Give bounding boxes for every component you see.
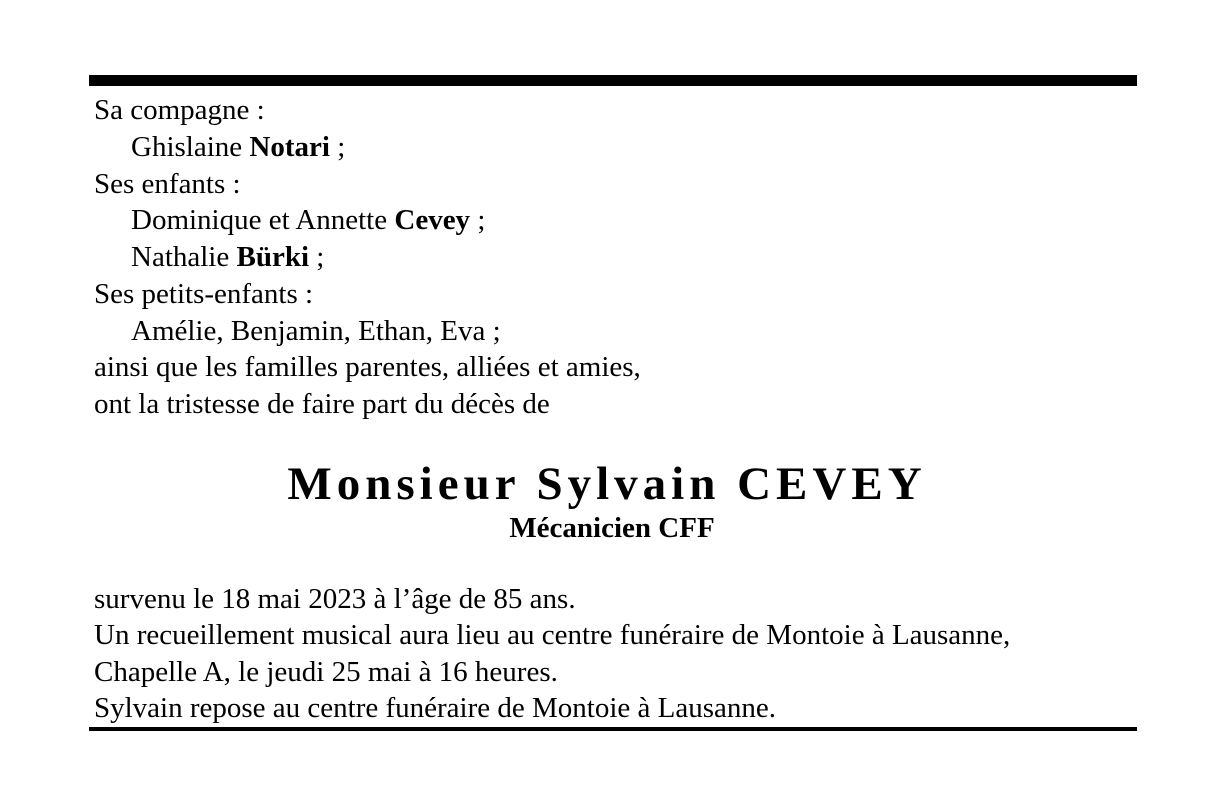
grandchildren-names: Amélie, Benjamin, Ethan, Eva ; (131, 315, 501, 347)
top-border-rule (89, 75, 1137, 86)
ceremony-time-line: Chapelle A, le jeudi 25 mai à 16 heures. (94, 656, 558, 688)
child-entry (131, 202, 485, 238)
child-surname: Cevey (394, 204, 471, 236)
child-surname: Bürki (236, 241, 310, 273)
child-suffix: ; (309, 241, 325, 273)
grandchildren-label: Ses petits-enfants : (94, 278, 314, 310)
companion-surname: Notari (249, 131, 330, 163)
resting-place-line: Sylvain repose au centre funéraire de Montoie à Lausanne. (94, 692, 777, 724)
child-first-names: Dominique et Annette (131, 204, 388, 236)
companion-entry (131, 129, 345, 165)
child-first-names: Nathalie (131, 241, 230, 273)
companion-first-name: Ghislaine (131, 131, 243, 163)
death-date-line: survenu le 18 mai 2023 à l’âge de 85 ans. (94, 583, 576, 615)
announcement-line: ont la tristesse de faire part du décès de (94, 388, 550, 420)
ceremony-line: Un recueillement musical aura lieu au centre funéraire de Montoie à Lausanne, (94, 619, 1011, 651)
children-label: Ses enfants : (94, 168, 241, 200)
bottom-border-rule (89, 727, 1137, 731)
child-entry (131, 239, 324, 275)
deceased-occupation: Mécanicien CFF (509, 512, 715, 544)
extended-family-line: ainsi que les familles parentes, alliées et amies, (94, 351, 641, 383)
deceased-name: Monsieur Sylvain CEVEY (287, 458, 927, 510)
companion-label: Sa compagne : (94, 94, 265, 126)
child-suffix: ; (470, 204, 486, 236)
companion-suffix: ; (329, 131, 346, 163)
